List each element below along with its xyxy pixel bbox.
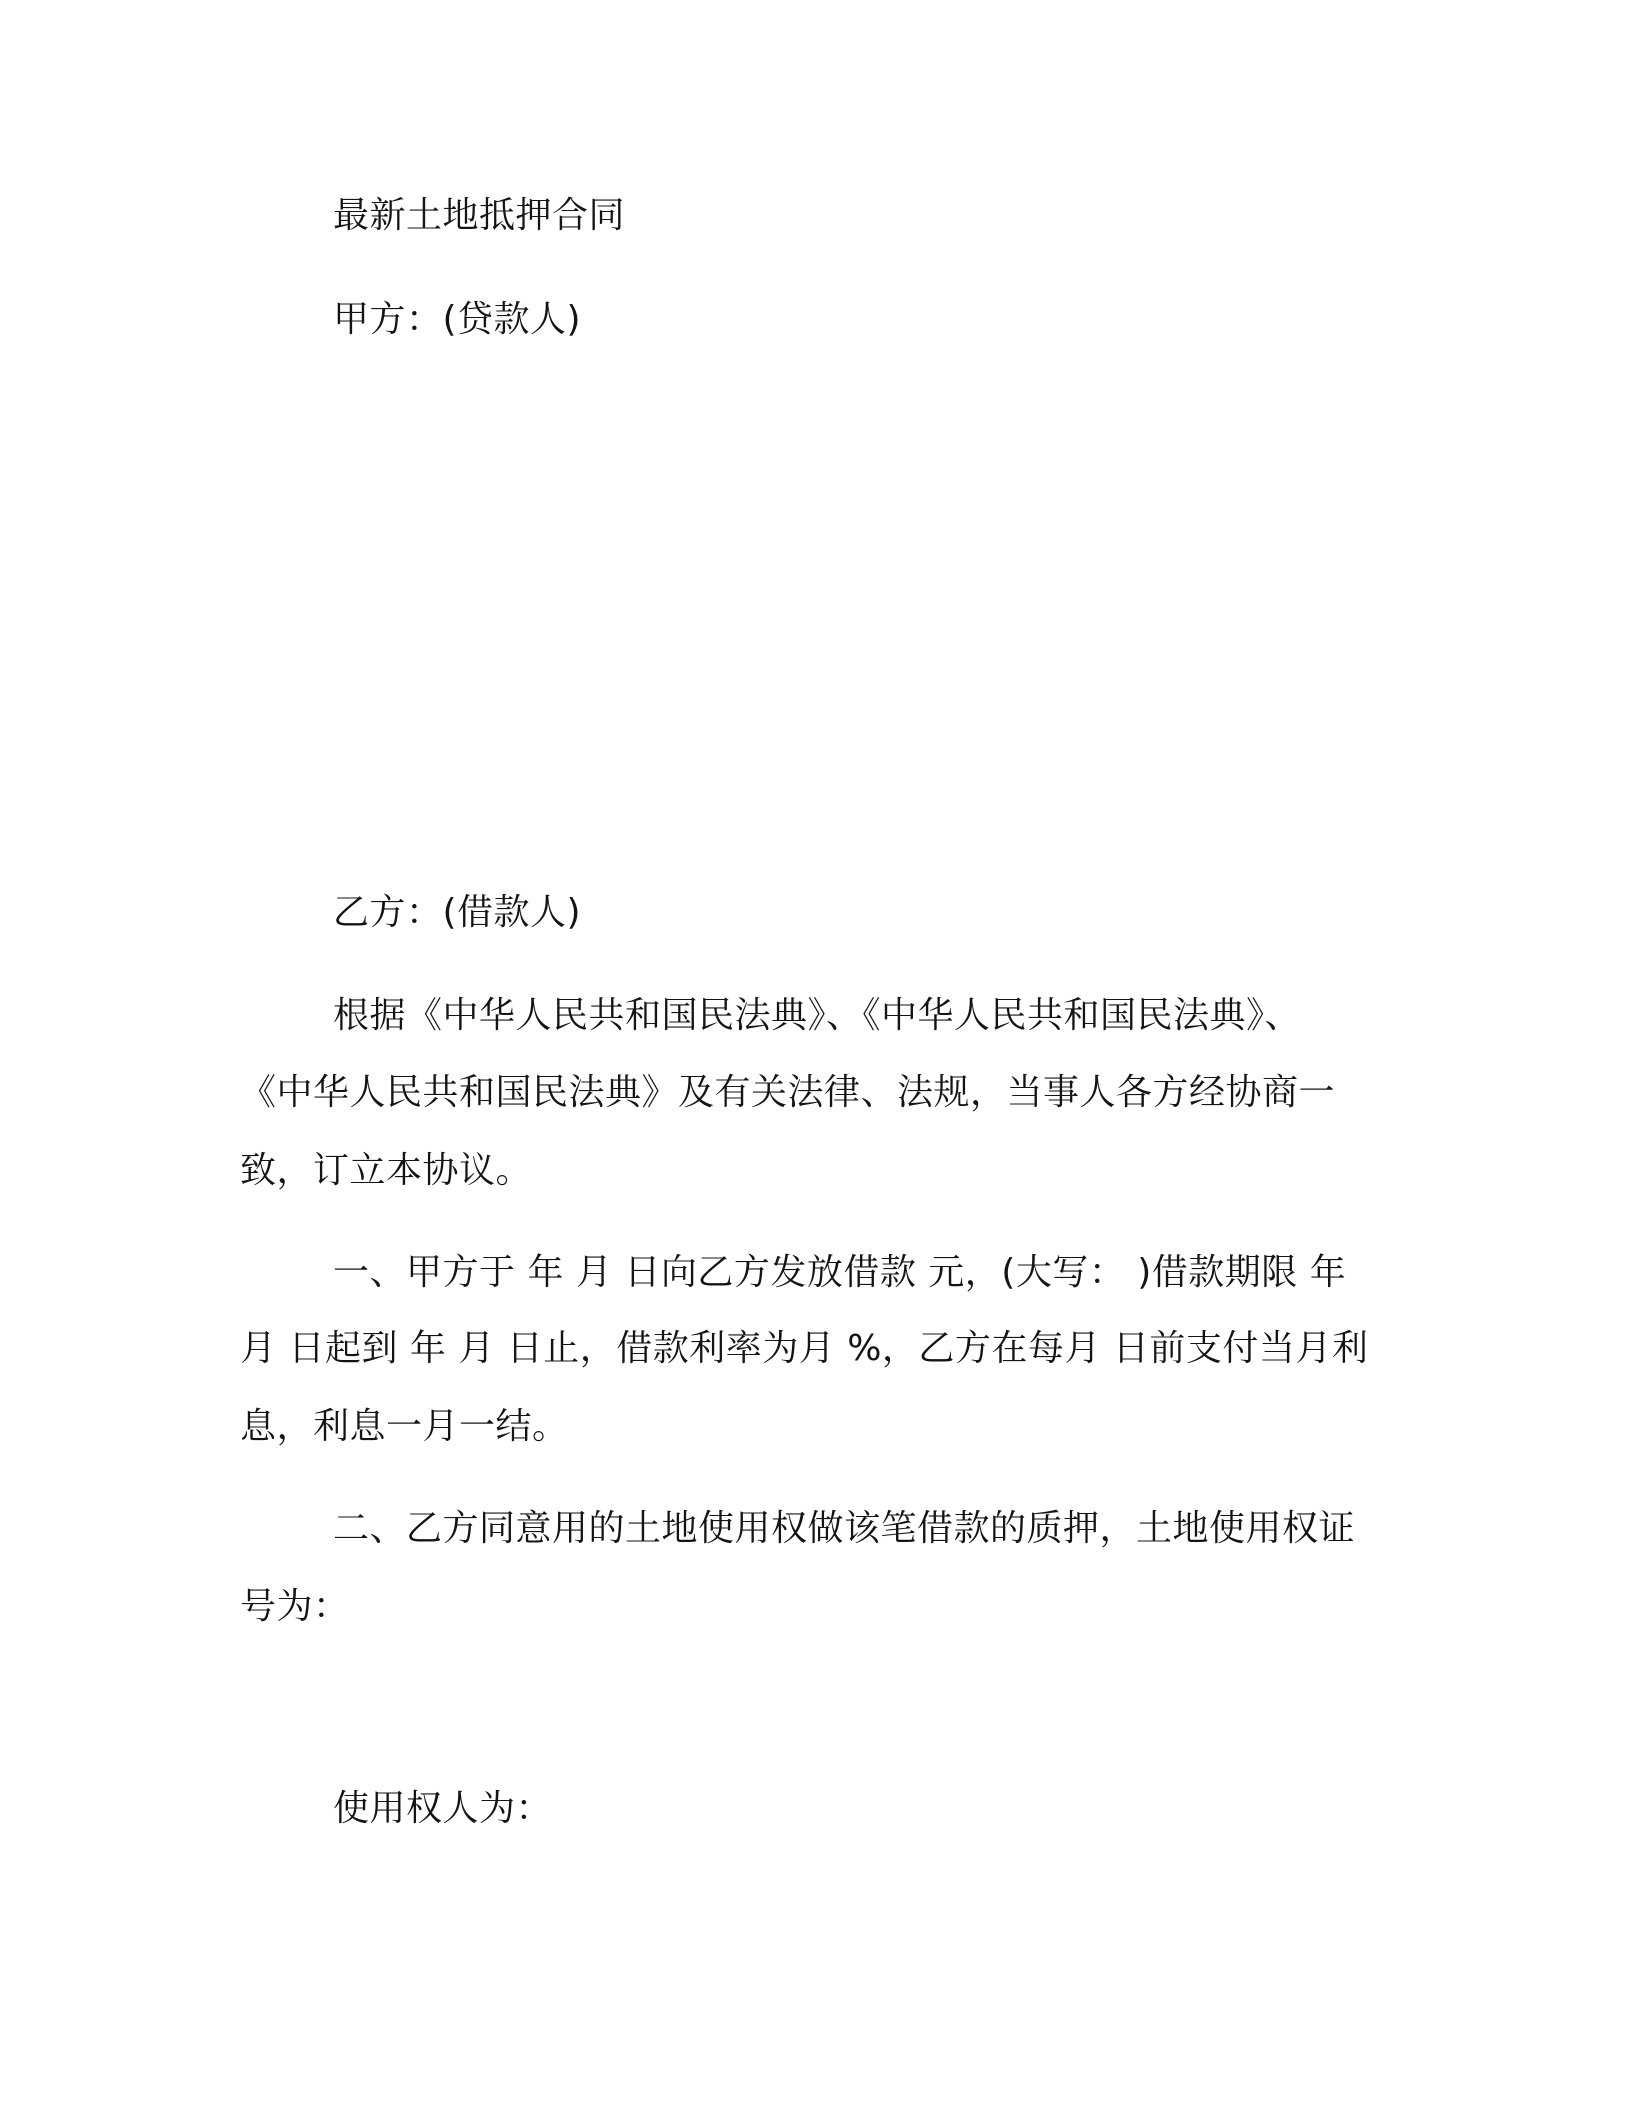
intro-line: 《中华人民共和国民法典》及有关法律、法规，当事人各方经协商一 <box>240 1072 1336 1113</box>
document-title: 最新土地抵押合同 <box>333 195 626 236</box>
intro-line: 根据《中华人民共和国民法典》、《中华人民共和国民法典》、 <box>333 995 1302 1036</box>
clause-1-line: 月 日起到 年 月 日止，借款利率为月 %，乙方在每月 日前支付当月利 <box>240 1328 1369 1369</box>
clause-2-line: 二、乙方同意用的土地使用权做该笔借款的质押，土地使用权证 <box>333 1508 1356 1549</box>
party-a-lender: 甲方：(贷款人) <box>333 299 582 340</box>
intro-line: 致，订立本协议。 <box>240 1150 533 1191</box>
party-b-borrower: 乙方：(借款人) <box>333 892 582 933</box>
clause-1-line: 一、甲方于 年 月 日向乙方发放借款 元，(大写： )借款期限 年 <box>333 1252 1347 1293</box>
right-holder-label: 使用权人为： <box>333 1788 553 1829</box>
clause-2-line: 号为： <box>240 1586 350 1627</box>
clause-1-line: 息，利息一月一结。 <box>240 1406 569 1447</box>
